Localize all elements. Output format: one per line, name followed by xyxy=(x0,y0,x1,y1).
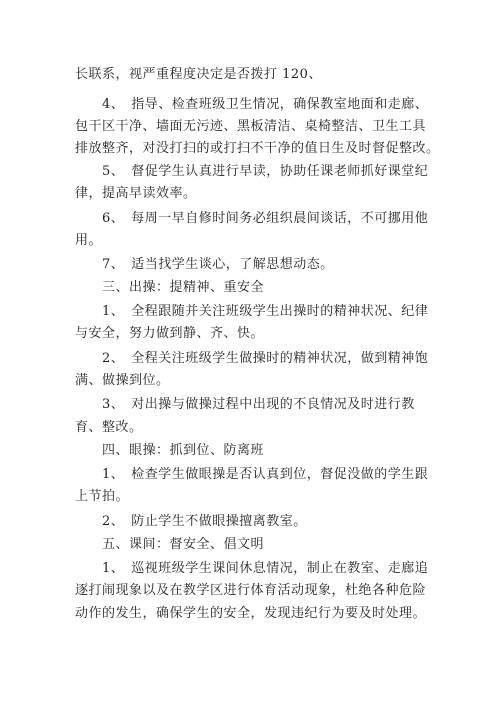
text-line: 与安全，努力做到静、齐、快。 xyxy=(75,326,265,341)
text-line: 4、 指导、检查班级卫生情况，确保教室地面和走廊、 xyxy=(75,97,429,112)
text-line: 5、 督促学生认真进行早读，协助任课老师抓好课堂纪 xyxy=(75,164,429,179)
text-line: 上节拍。 xyxy=(75,489,130,504)
text-line: 满、做操到位。 xyxy=(75,373,170,388)
text-line: 1、 检查学生做眼操是否认真到位，督促没做的学生跟 xyxy=(75,467,429,482)
text-line: 律，提高早读效率。 xyxy=(75,186,197,201)
section-heading: 三、出操：提精神、重安全 xyxy=(75,280,265,295)
text-line: 2、 防止学生不做眼操擅离教室。 xyxy=(75,514,307,529)
section-heading: 四、眼操：抓到位、防离班 xyxy=(75,443,265,458)
text-line: 3、 对出操与做操过程中出现的不良情况及时进行教 xyxy=(75,397,415,412)
text-line: 育、整改。 xyxy=(75,420,143,435)
text-line: 1、 全程跟随并关注班级学生出操时的精神状况、纪律 xyxy=(75,304,429,319)
text-line: 7、 适当找学生谈心，了解思想动态。 xyxy=(75,257,334,272)
text-line: 2、 全程关注班级学生做操时的精神状况，做到精神饱 xyxy=(75,351,429,366)
text-line: 逐打闹现象以及在教学区进行体育活动现象，杜绝各种危险 xyxy=(75,583,427,598)
text-line: 动作的发生，确保学生的安全，发现违纪行为要及时处理。 xyxy=(75,606,427,621)
text-line: 6、 每周一早自修时间务必组织晨间谈话，不可挪用他 xyxy=(75,211,429,226)
text-line: 1、 巡视班级学生课间休息情况，制止在教室、走廊追 xyxy=(75,561,429,576)
text-line: 排放整齐，对没打扫的或打扫不干净的值日生及时督促整改。 xyxy=(75,141,440,156)
text-line: 用。 xyxy=(75,233,103,248)
section-heading: 五、课间：督安全、倡文明 xyxy=(75,537,265,552)
text-line: 包干区干净、墙面无污迹、黑板清洁、桌椅整洁、卫生工具 xyxy=(75,119,427,134)
text-line: 长联系，视严重程度决定是否拨打 120、 xyxy=(75,67,322,82)
